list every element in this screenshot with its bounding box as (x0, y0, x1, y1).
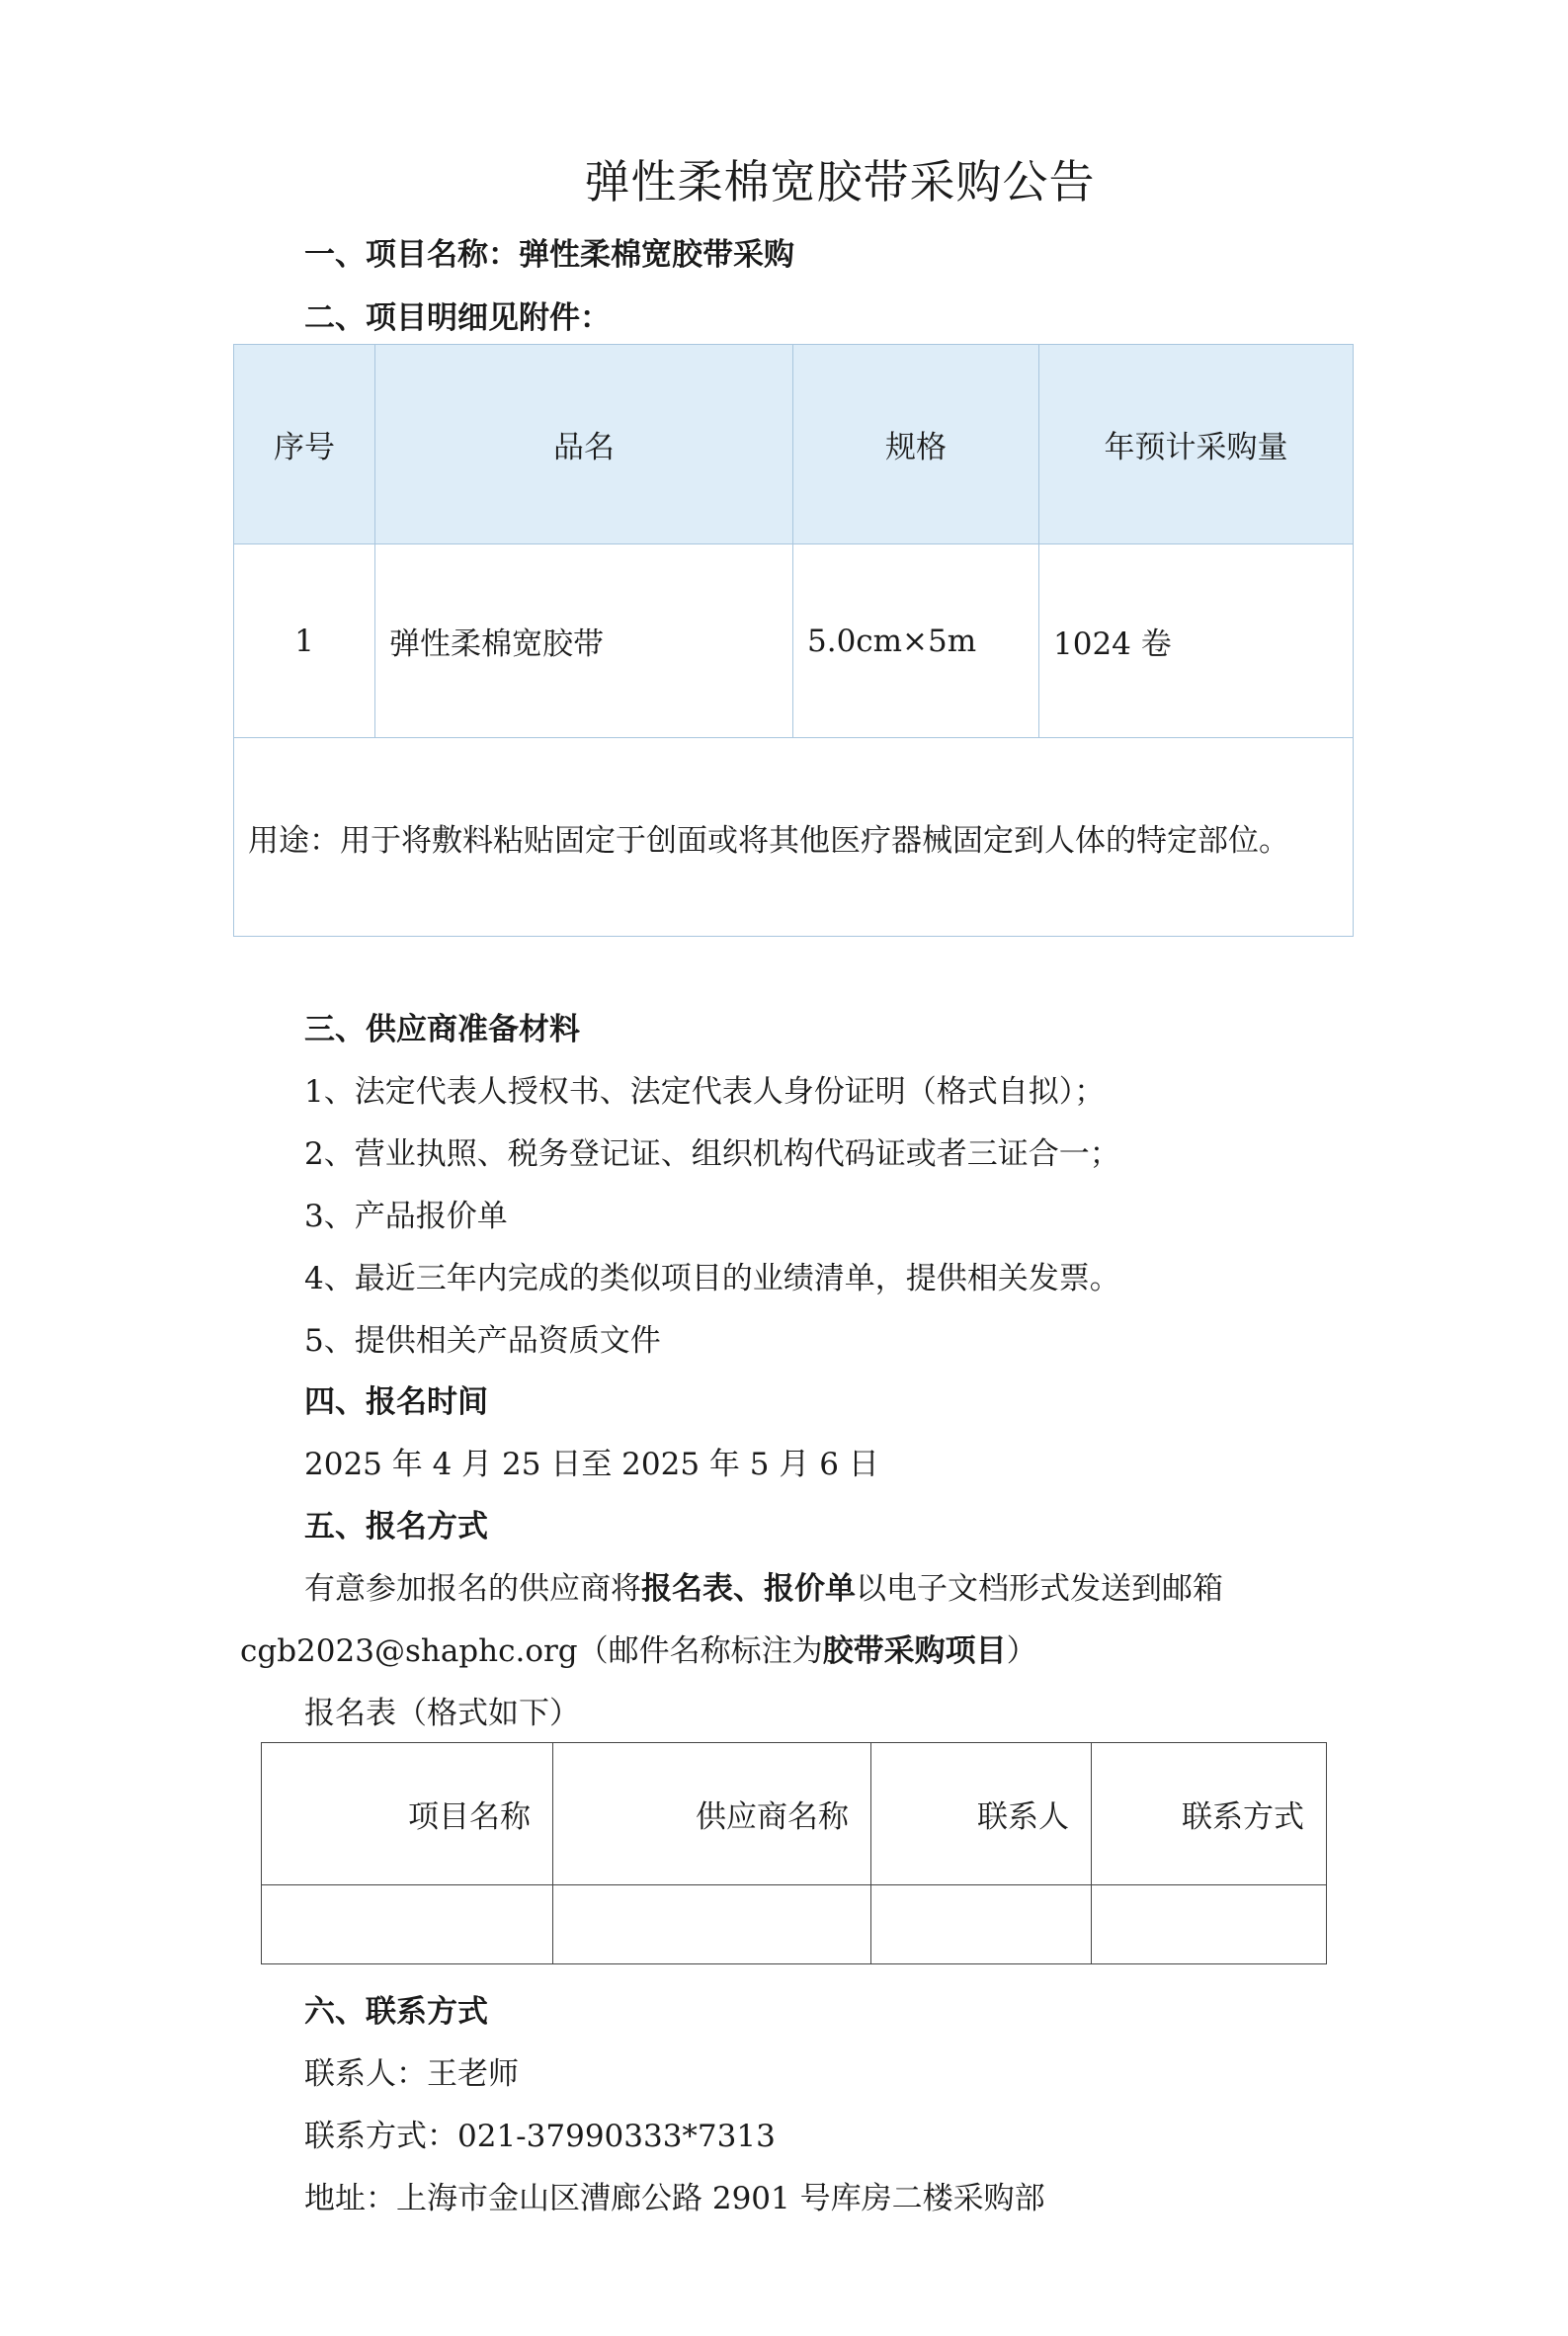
signup-table-header-row (262, 1743, 1327, 1885)
signup-form-label: 报名表（格式如下） (304, 1696, 580, 1731)
item-no: 1 (234, 544, 375, 738)
list-item: 1、法定代表人授权书、法定代表人身份证明（格式自拟）； (304, 1074, 1106, 1110)
contact-phone: 联系方式：021-37990333*7313 (304, 2119, 776, 2154)
signup-header-contact-person: 联系人 (871, 1743, 1092, 1885)
signup-method-line-1 (304, 1563, 1223, 1608)
signup-subject: 胶带采购项目 (822, 1633, 1007, 1669)
items-header-name: 品名 (375, 345, 793, 544)
list-item: 4、最近三年内完成的类似项目的业绩清单，提供相关发票。 (304, 1261, 1120, 1296)
signup-header-project: 项目名称 (262, 1743, 553, 1885)
item-usage: 用途：用于将敷料粘贴固定于创面或将其他医疗器械固定到人体的特定部位。 (234, 738, 1354, 937)
signup-header-supplier: 供应商名称 (553, 1743, 871, 1885)
section-signup-method: 五、报名方式 (304, 1509, 488, 1544)
items-header-quantity: 年预计采购量 (1039, 345, 1354, 544)
page-title: 弹性柔棉宽胶带采购公告 (584, 155, 1096, 209)
section-materials: 三、供应商准备材料 (304, 1012, 580, 1047)
signup-table (261, 1742, 1327, 1964)
signup-cell (553, 1885, 871, 1964)
section-contact: 六、联系方式 (304, 1994, 488, 2030)
item-spec: 5.0cm×5m (793, 544, 1039, 738)
item-name: 弹性柔棉宽胶带 (375, 544, 793, 738)
list-item: 3、产品报价单 (304, 1199, 508, 1234)
items-header-no: 序号 (234, 345, 375, 544)
signup-header-contact-method: 联系方式 (1092, 1743, 1327, 1885)
signup-docs: 报名表、报价单 (641, 1571, 856, 1607)
signup-email: cgb2023@shaphc.org（邮件名称标注为 (240, 1633, 823, 1669)
contact-person: 联系人：王老师 (304, 2056, 519, 2092)
table-row (262, 1885, 1327, 1964)
signup-cell (262, 1885, 553, 1964)
contact-address: 地址：上海市金山区漕廊公路 2901 号库房二楼采购部 (304, 2181, 1045, 2216)
section-signup-time: 四、报名时间 (304, 1384, 488, 1420)
signup-method-line-2 (240, 1626, 1037, 1670)
signup-time: 2025 年 4 月 25 日至 2025 年 5 月 6 日 (304, 1447, 879, 1482)
section-project-detail: 二、项目明细见附件： (304, 300, 611, 336)
signup-text: 有意参加报名的供应商将 (304, 1571, 641, 1607)
table-row (234, 544, 1354, 738)
signup-cell (1092, 1885, 1327, 1964)
signup-cell (871, 1885, 1092, 1964)
signup-text: ） (1006, 1633, 1037, 1669)
items-table (233, 344, 1354, 937)
item-quantity: 1024 卷 (1039, 544, 1354, 738)
signup-text: 以电子文档形式发送到邮箱 (856, 1571, 1223, 1607)
items-header-spec: 规格 (793, 345, 1039, 544)
list-item: 2、营业执照、税务登记证、组织机构代码证或者三证合一； (304, 1136, 1120, 1172)
usage-row (234, 738, 1354, 937)
list-item: 5、提供相关产品资质文件 (304, 1323, 661, 1359)
items-table-header-row (234, 345, 1354, 544)
section-project-name: 一、项目名称：弹性柔棉宽胶带采购 (304, 237, 794, 273)
